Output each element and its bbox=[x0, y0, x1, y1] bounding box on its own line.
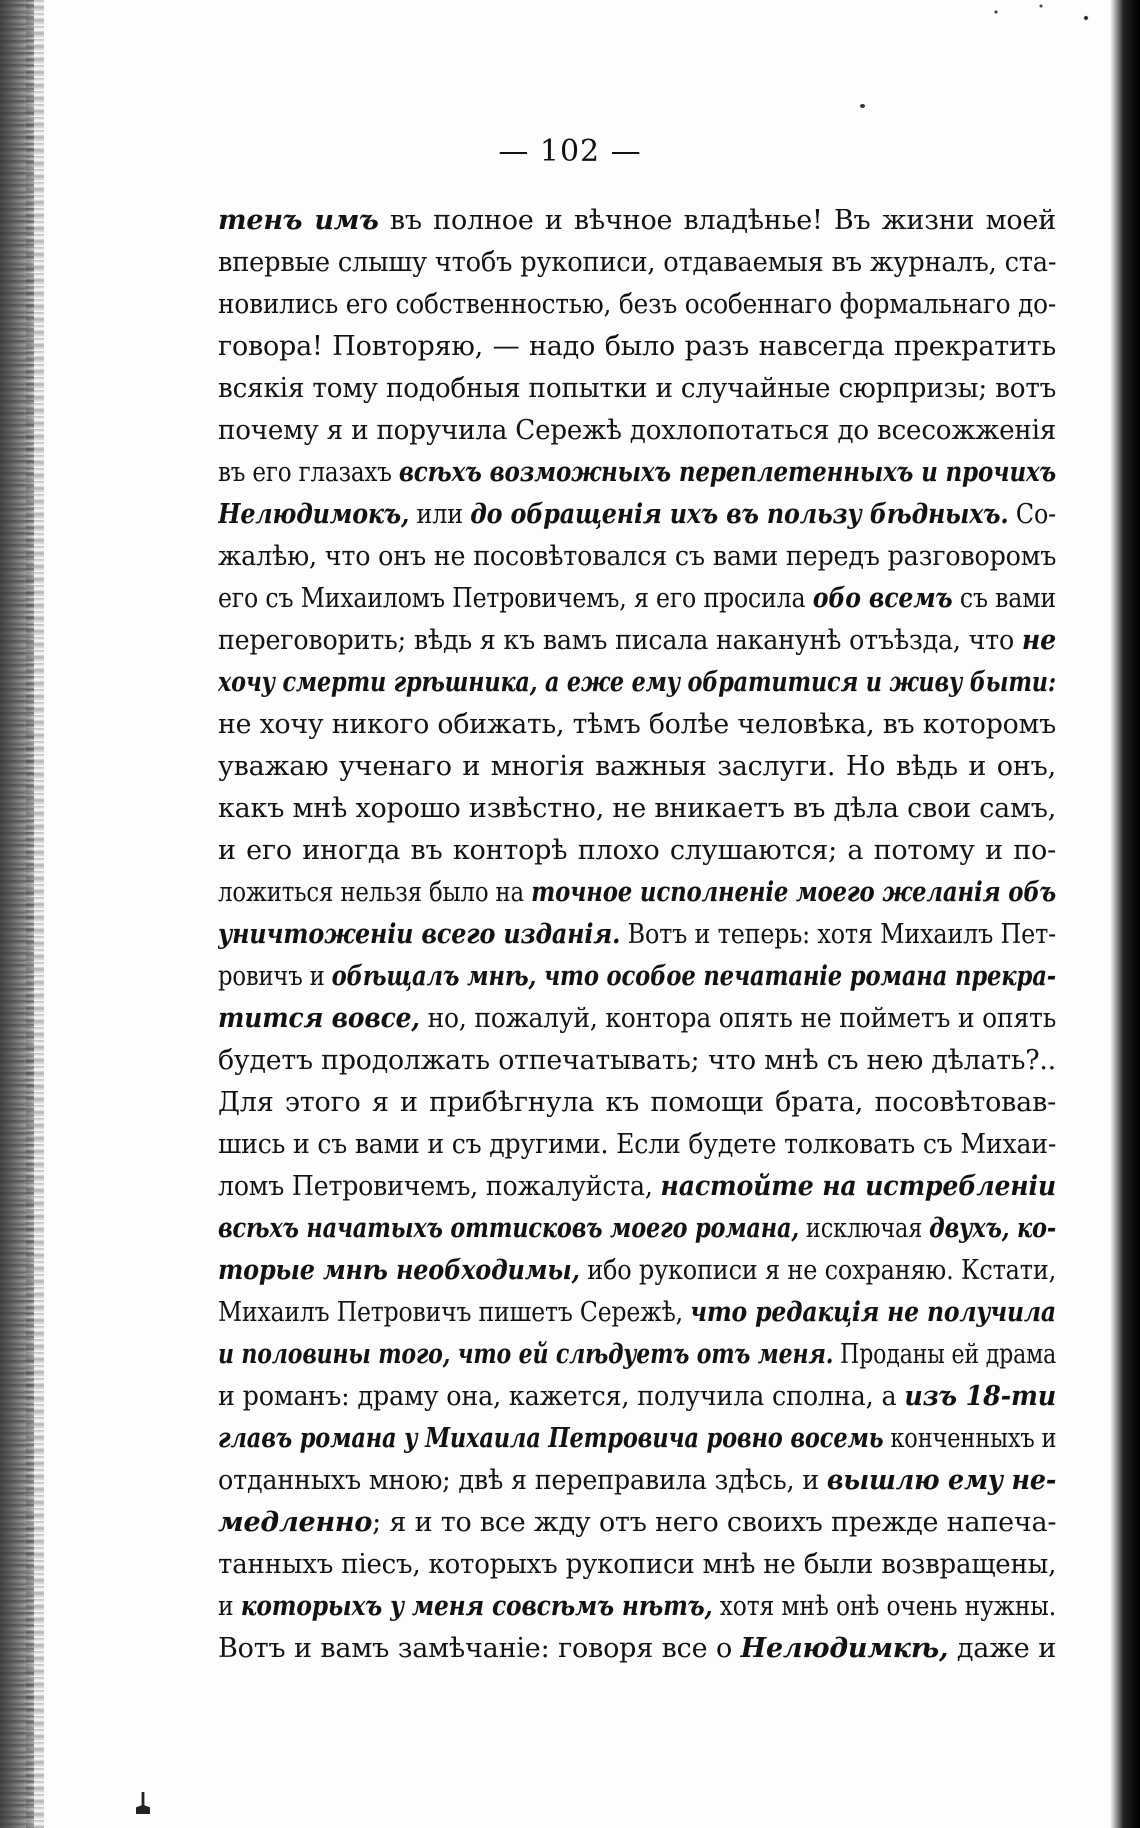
text-segment: всякія тому подобныя попытки и случайные сюрпризы; вотъ bbox=[218, 373, 1057, 404]
text-segment: почему я и поручила Сережѣ дохлопотаться до всесожженія bbox=[218, 415, 1057, 446]
text-line bbox=[218, 326, 1056, 368]
italic-text-segment: что редакція не получила bbox=[690, 1297, 1056, 1328]
italic-text-segment: и половины того, что ей слѣдуетъ отъ меня. bbox=[218, 1339, 834, 1370]
text-line bbox=[218, 578, 1056, 620]
text-segment: хотя мнѣ онѣ очень нужны. bbox=[712, 1591, 1056, 1622]
text-line bbox=[218, 662, 1056, 704]
italic-text-segment: торые мнѣ необходимы, bbox=[218, 1255, 580, 1286]
text-line bbox=[218, 1418, 1056, 1460]
scan-dot bbox=[860, 104, 865, 108]
text-line bbox=[218, 368, 1056, 410]
text-line bbox=[218, 704, 1056, 746]
italic-text-segment: изъ 18-ти bbox=[904, 1381, 1057, 1412]
text-line bbox=[218, 410, 1056, 452]
text-segment: даже и bbox=[948, 1633, 1056, 1664]
text-line bbox=[218, 872, 1056, 914]
italic-text-segment: тенъ имъ bbox=[218, 205, 379, 236]
right-edge-shadow bbox=[1110, 0, 1140, 1828]
text-segment: впервые слышу чтобъ рукописи, отдаваемыя въ журналъ, ста- bbox=[218, 247, 1056, 278]
text-line bbox=[218, 1040, 1056, 1082]
italic-text-segment: уничтоженіи всего изданія. bbox=[218, 919, 621, 950]
text-segment: его съ Михаиломъ Петровичемъ, я его просила bbox=[218, 583, 813, 614]
text-line bbox=[218, 1334, 1056, 1376]
text-segment: новились его собственностью, безъ особеннаго формальнаго до- bbox=[218, 289, 1057, 320]
italic-text-segment: тится вовсе, bbox=[218, 1003, 420, 1034]
text-segment: жалѣю, что онъ не посовѣтовался съ вами передъ разговоромъ bbox=[218, 541, 1057, 572]
text-segment: Со- bbox=[1008, 499, 1056, 530]
italic-text-segment: настойте на истребленіи bbox=[660, 1171, 1057, 1202]
text-line bbox=[218, 746, 1056, 788]
page-number: — 102 — bbox=[498, 134, 642, 169]
text-segment: Михаилъ Петровичъ пишетъ Сережѣ, bbox=[218, 1297, 691, 1328]
text-line bbox=[218, 1586, 1056, 1628]
text-line bbox=[218, 494, 1056, 536]
italic-text-segment: Нелюдимокъ, bbox=[218, 499, 410, 530]
text-line bbox=[218, 956, 1056, 998]
text-segment: ; я и то все жду отъ него своихъ прежде напеча- bbox=[372, 1507, 1056, 1538]
text-line bbox=[218, 914, 1056, 956]
binding-edge-noise bbox=[26, 0, 44, 1828]
text-line bbox=[218, 452, 1056, 494]
text-line bbox=[218, 1082, 1056, 1124]
text-segment: ломъ Петровичемъ, пожалуйста, bbox=[218, 1171, 661, 1202]
text-segment: въ его глазахъ bbox=[218, 457, 399, 488]
text-line bbox=[218, 1208, 1056, 1250]
text-segment: съ вами bbox=[952, 583, 1056, 614]
text-segment: ложиться нельзя было на bbox=[218, 877, 532, 908]
italic-text-segment: обо всемъ bbox=[812, 583, 953, 614]
text-segment: конченныхъ и bbox=[883, 1423, 1056, 1454]
italic-text-segment: вышлю ему не- bbox=[826, 1465, 1056, 1496]
text-segment: въ полное и вѣчное владѣнье! Въ жизни моей bbox=[378, 205, 1056, 236]
text-line bbox=[218, 1166, 1056, 1208]
scan-specks bbox=[960, 0, 1140, 30]
text-segment: и его иногда въ конторѣ плохо слушаются; а потому и по- bbox=[218, 835, 1056, 866]
text-segment: будетъ продолжать отпечатывать; что мнѣ съ нею дѣлать?.. bbox=[218, 1045, 1056, 1076]
text-segment: но, пожалуй, контора опять не пойметъ и опять bbox=[419, 1003, 1056, 1034]
italic-text-segment: всѣхъ возможныхъ переплетенныхъ и прочихъ bbox=[398, 457, 1057, 488]
text-line bbox=[218, 1460, 1056, 1502]
italic-text-segment: главъ романа у Михаила Петровича ровно восемь bbox=[218, 1423, 884, 1454]
italic-text-segment: обѣщалъ мнѣ, что особое печатаніе романа прекра- bbox=[331, 961, 1056, 992]
text-segment: не хочу никого обижать, тѣмъ болѣе человѣка, въ которомъ bbox=[218, 709, 1056, 740]
italic-text-segment: всѣхъ начатыхъ оттисковъ моего романа, bbox=[218, 1213, 799, 1244]
text-segment: Проданы ей драма bbox=[833, 1339, 1057, 1370]
text-segment: и bbox=[218, 1591, 241, 1622]
text-line bbox=[218, 1376, 1056, 1418]
italic-text-segment: хочу смерти грѣшника, а еже ему обратитися и живу быти: bbox=[218, 667, 1056, 698]
italic-text-segment: Нелюдимкѣ, bbox=[740, 1633, 949, 1664]
text-line bbox=[218, 1292, 1056, 1334]
text-segment: какъ мнѣ хорошо извѣстно, не вникаетъ въ дѣла свои самъ, bbox=[218, 793, 1056, 824]
text-line bbox=[218, 620, 1056, 662]
text-segment: танныхъ піесъ, которыхъ рукописи мнѣ не были возвращены, bbox=[218, 1549, 1056, 1580]
text-line bbox=[218, 200, 1056, 242]
text-segment: уважаю ученаго и многія важныя заслуги. Но вѣдь и онъ, bbox=[218, 751, 1056, 782]
text-line bbox=[218, 536, 1056, 578]
italic-text-segment: до обращенія ихъ въ пользу бѣдныхъ. bbox=[470, 499, 1009, 530]
text-segment: говора! Повторяю, — надо было разъ навсегда прекратить bbox=[218, 331, 1056, 362]
italic-text-segment: медленно bbox=[218, 1507, 373, 1538]
italic-text-segment: не bbox=[1021, 625, 1057, 656]
body-text bbox=[218, 200, 1056, 1670]
text-segment: переговорить; вѣдь я къ вамъ писала наканунѣ отъѣзда, что bbox=[218, 625, 1022, 656]
text-segment: или bbox=[409, 499, 471, 530]
text-line bbox=[218, 1628, 1056, 1670]
text-segment: отданныхъ мною; двѣ я переправила здѣсь, и bbox=[218, 1465, 827, 1496]
text-line bbox=[218, 1502, 1056, 1544]
text-line bbox=[218, 830, 1056, 872]
text-line bbox=[218, 1124, 1056, 1166]
text-segment: ровичъ и bbox=[218, 961, 332, 992]
text-segment: ибо рукописи я не сохраняю. Кстати, bbox=[579, 1255, 1057, 1286]
text-line bbox=[218, 284, 1056, 326]
italic-text-segment: точное исполненіе моего желанія объ bbox=[531, 877, 1057, 908]
text-line bbox=[218, 998, 1056, 1040]
bottom-scan-mark bbox=[136, 1792, 150, 1814]
text-segment: Вотъ и теперь: хотя Михаилъ Пет- bbox=[620, 919, 1056, 950]
italic-text-segment: двухъ, ко- bbox=[929, 1213, 1056, 1244]
text-segment: и романъ: драму она, кажется, получила сполна, а bbox=[218, 1381, 905, 1412]
text-segment: Вотъ и вамъ замѣчаніе: говоря все о bbox=[218, 1633, 741, 1664]
italic-text-segment: которыхъ у меня совсѣмъ нѣтъ, bbox=[240, 1591, 713, 1622]
text-segment: исключая bbox=[798, 1213, 930, 1244]
text-segment: шись и съ вами и съ другими. Если будете толковать съ Михаи- bbox=[218, 1129, 1056, 1160]
text-line bbox=[218, 1250, 1056, 1292]
text-line bbox=[218, 788, 1056, 830]
text-line bbox=[218, 242, 1056, 284]
text-line bbox=[218, 1544, 1056, 1586]
text-segment: Для этого я и прибѣгнула къ помощи брата, посовѣтовав- bbox=[218, 1087, 1056, 1118]
